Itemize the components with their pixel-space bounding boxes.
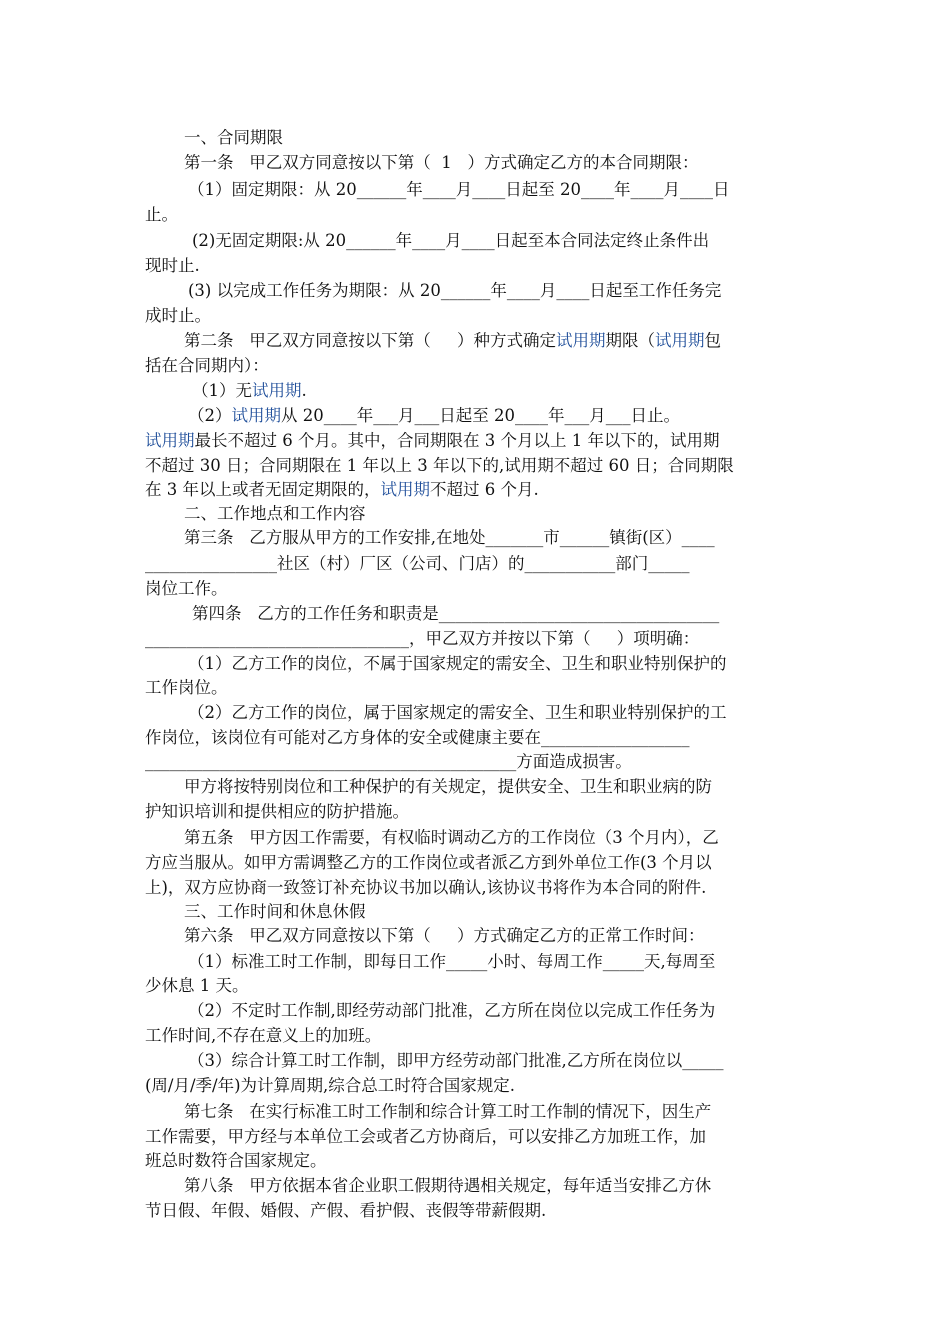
article-4-option-2-cont: 作岗位，该岗位有可能对乙方身体的安全或健康主要在__________________ (145, 728, 690, 747)
probation-term-link: 试用期 (145, 431, 195, 450)
option-task-term: (3) 以完成工作任务为期限：从 20______年____月____日起至工作任务完 (188, 281, 722, 300)
article-2-text-b: 期限（ (605, 331, 655, 350)
article-5: 第五条 甲方因工作需要，有权临时调动乙方的工作岗位（3 个月内），乙 (184, 828, 719, 847)
probation-term-link: 试用期 (252, 381, 302, 400)
article-2-text-c: 包 (704, 331, 721, 350)
section-heading-contract-term: 一、合同期限 (184, 128, 283, 147)
article-5-cont: 方应当服从。如甲方需调整乙方的工作岗位或者派乙方到外单位工作(3 个月以 (145, 853, 712, 872)
article-6-option-3-cont: (周/月/季/年)为计算周期,综合总工时符合国家规定. (145, 1076, 516, 1095)
article-4-option-2-end: _____________________________________________方面造成损害。 (145, 752, 632, 771)
probation-rule-end: 在 3 年以上或者无固定期限的，试用期不超过 6 个月. (145, 480, 539, 499)
probation-term-link: 试用期 (380, 480, 430, 499)
article-3-end: 岗位工作。 (145, 579, 228, 598)
protection-clause: 甲方将按特别岗位和工种保护的有关规定，提供安全、卫生和职业病的防 (184, 777, 712, 796)
article-6-option-1-cont: 少休息 1 天。 (145, 976, 249, 995)
section-heading-working-hours: 三、工作时间和休息休假 (184, 902, 366, 921)
probation-term-link: 试用期 (231, 406, 281, 425)
article-6: 第六条 甲乙双方同意按以下第（ ）方式确定乙方的正常工作时间： (184, 926, 705, 945)
article-2-cont: 括在合同期内）： (145, 356, 269, 375)
article-6-option-2-cont: 工作时间,不存在意义上的加班。 (145, 1026, 382, 1045)
article-3: 第三条 乙方服从甲方的工作安排,在地处_______市______镇街(区）____ (184, 528, 715, 547)
section-heading-workplace: 二、工作地点和工作内容 (184, 504, 366, 523)
article-1: 第一条 甲乙双方同意按以下第（ 1 ）方式确定乙方的本合同期限： (184, 153, 699, 172)
article-5-end: 上)，双方应协商一致签订补充协议书加以确认,该协议书将作为本合同的附件. (145, 878, 707, 897)
article-7-cont: 工作需要，甲方经与本单位工会或者乙方协商后，可以安排乙方加班工作，加 (145, 1127, 706, 1146)
option-probation-period: （2）试用期从 20____年___月___日起至 20____年___月___日止。 (188, 406, 680, 425)
article-4-option-2: （2）乙方工作的岗位，属于国家规定的需安全、卫生和职业特别保护的工 (188, 703, 727, 722)
probation-rule-cont: 不超过 30 日；合同期限在 1 年以上 3 年以下的,试用期不超过 60 日；合同期限 (145, 456, 734, 475)
option-fixed-term: （1）固定期限：从 20______年____月____日起至 20____年____月____日 (188, 180, 730, 199)
article-4-cont: ________________________________，甲乙双方并按以下第（ ）项明确： (145, 629, 700, 648)
option-open-term-cont: 现时止. (145, 256, 200, 275)
option-task-term-cont: 成时止。 (145, 306, 211, 325)
article-2 (184, 329, 721, 353)
option-no-probation: （1）无试用期. (192, 381, 307, 400)
article-3-cont: ________________社区（村）厂区（公司、门店）的___________部门_____ (145, 554, 690, 573)
article-8-cont: 节日假、年假、婚假、产假、看护假、丧假等带薪假期. (145, 1201, 547, 1220)
article-6-option-3: （3）综合计算工时工作制，即甲方经劳动部门批准,乙方所在岗位以_____ (188, 1051, 724, 1070)
article-2-text-a: 第二条 甲乙双方同意按以下第（ ）种方式确定 (184, 331, 556, 350)
article-8: 第八条 甲方依据本省企业职工假期待遇相关规定，每年适当安排乙方休 (184, 1176, 712, 1195)
option-fixed-term-cont: 止。 (145, 205, 178, 224)
article-4: 第四条 乙方的工作任务和职责是__________________________________ (192, 604, 720, 623)
protection-clause-cont: 护知识培训和提供相应的防护措施。 (145, 802, 409, 821)
article-6-option-1: （1）标准工时工作制，即每日工作_____小时、每周工作_____天,每周至 (188, 952, 716, 971)
article-6-option-2: （2）不定时工作制,即经劳动部门批准，乙方所在岗位以完成工作任务为 (188, 1001, 716, 1020)
article-7-end: 班总时数符合国家规定。 (145, 1151, 327, 1170)
option-open-term: (2)无固定期限:从 20______年____月____日起至本合同法定终止条件出 (192, 231, 710, 250)
article-4-option-1: （1）乙方工作的岗位，不属于国家规定的需安全、卫生和职业特别保护的 (188, 654, 727, 673)
article-4-option-1-cont: 工作岗位。 (145, 678, 228, 697)
probation-term-link: 试用期 (654, 331, 705, 350)
article-7: 第七条 在实行标准工时工作制和综合计算工时工作制的情况下，因生产 (184, 1102, 712, 1121)
probation-rule: 试用期最长不超过 6 个月。其中，合同期限在 3 个月以上 1 年以下的，试用期 (145, 431, 720, 450)
probation-term-link: 试用期 (555, 331, 606, 350)
